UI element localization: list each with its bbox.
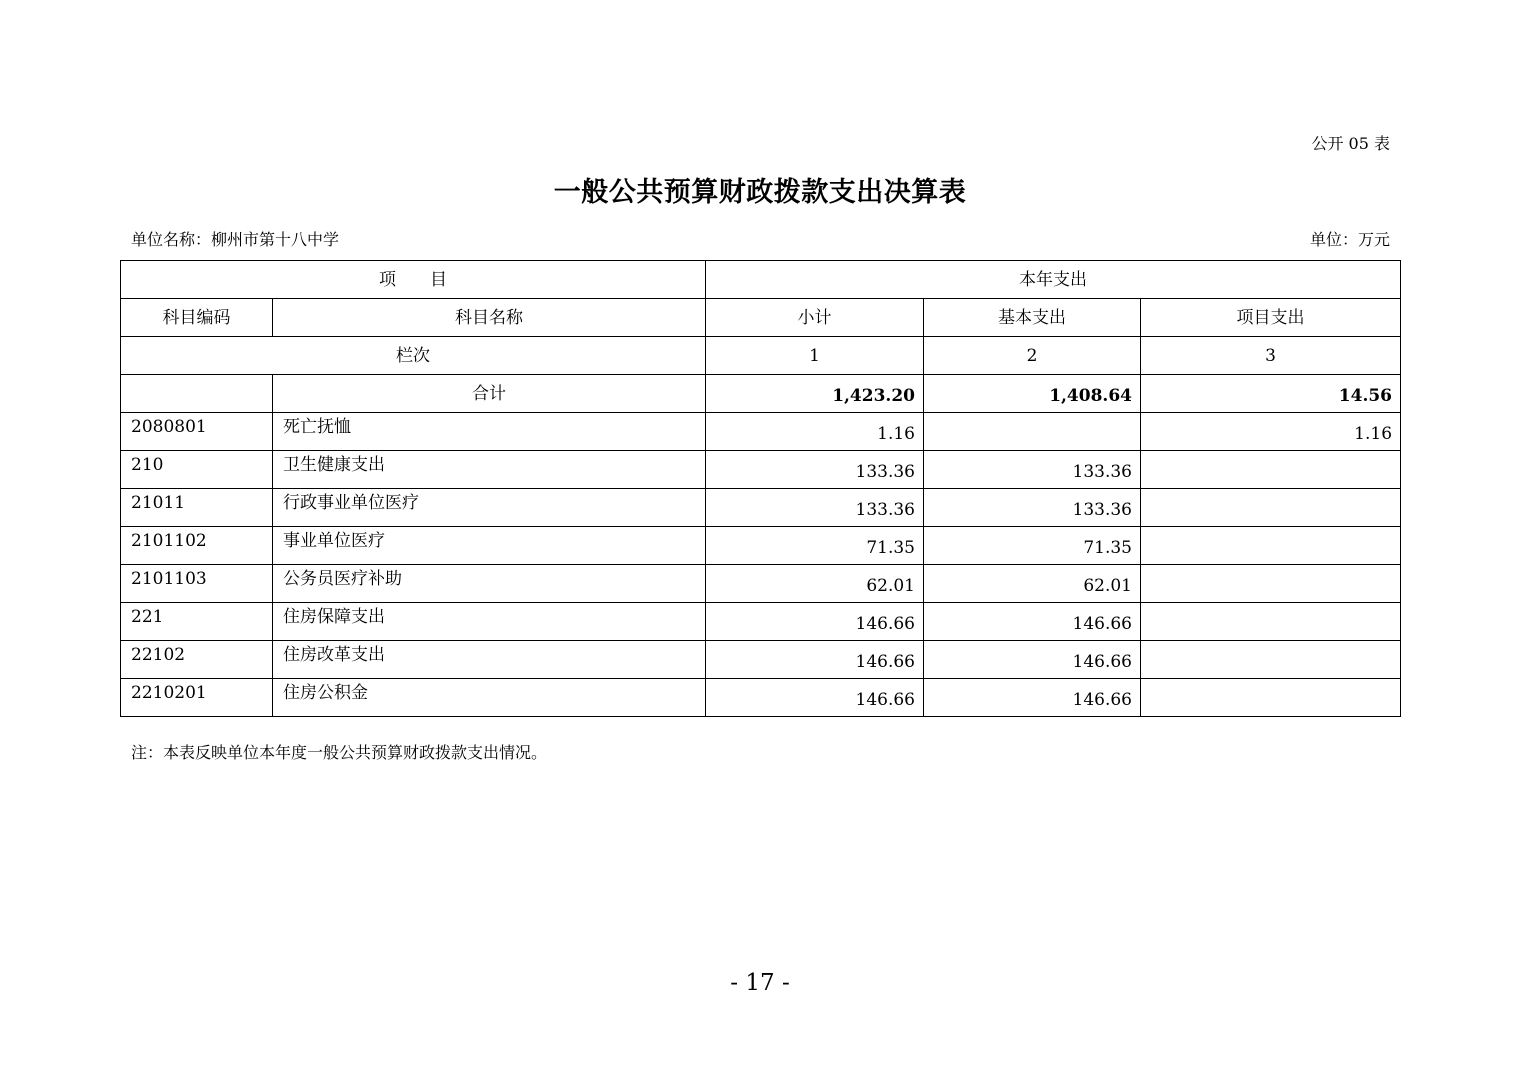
row-project <box>1141 603 1401 641</box>
header-subtotal: 小计 <box>706 299 924 337</box>
row-name: 住房公积金 <box>273 679 706 717</box>
header-subject-code: 科目编码 <box>121 299 273 337</box>
table-row <box>121 413 1401 451</box>
row-subtotal: 146.66 <box>706 679 924 717</box>
total-row <box>121 375 1401 413</box>
row-name: 住房保障支出 <box>273 603 706 641</box>
unit-name-label: 单位名称： <box>131 230 212 249</box>
row-name: 事业单位医疗 <box>273 527 706 565</box>
total-label: 合计 <box>273 375 706 413</box>
column-index-2: 2 <box>924 337 1141 375</box>
row-name: 卫生健康支出 <box>273 451 706 489</box>
row-code: 2080801 <box>121 413 273 451</box>
column-index-1: 1 <box>706 337 924 375</box>
header-annual-expenditure: 本年支出 <box>706 261 1401 299</box>
row-project <box>1141 527 1401 565</box>
unit-of-measure-value: 万元 <box>1357 230 1390 249</box>
total-basic: 1,408.64 <box>924 375 1141 413</box>
row-code: 2101103 <box>121 565 273 603</box>
unit-of-measure <box>1310 229 1390 251</box>
row-name: 住房改革支出 <box>273 641 706 679</box>
row-subtotal: 133.36 <box>706 451 924 489</box>
total-code <box>121 375 273 413</box>
table-row <box>121 679 1401 717</box>
unit-name-value: 柳州市第十八中学 <box>211 230 340 249</box>
row-basic: 62.01 <box>924 565 1141 603</box>
row-code: 221 <box>121 603 273 641</box>
row-basic: 133.36 <box>924 489 1141 527</box>
row-basic: 133.36 <box>924 451 1141 489</box>
row-code: 22102 <box>121 641 273 679</box>
table-row <box>121 451 1401 489</box>
row-basic: 71.35 <box>924 527 1141 565</box>
row-name: 死亡抚恤 <box>273 413 706 451</box>
row-code: 2210201 <box>121 679 273 717</box>
header-basic-expenditure: 基本支出 <box>924 299 1141 337</box>
header-project: 项 目 <box>121 261 706 299</box>
row-project <box>1141 641 1401 679</box>
total-project: 14.56 <box>1141 375 1401 413</box>
unit-name <box>131 229 339 251</box>
row-code: 2101102 <box>121 527 273 565</box>
header-subject-name: 科目名称 <box>273 299 706 337</box>
row-name: 行政事业单位医疗 <box>273 489 706 527</box>
total-subtotal: 1,423.20 <box>706 375 924 413</box>
row-subtotal: 133.36 <box>706 489 924 527</box>
document-title: 一般公共预算财政拨款支出决算表 <box>553 177 967 208</box>
header-row-1 <box>121 261 1401 299</box>
table-row <box>121 565 1401 603</box>
table-row <box>121 641 1401 679</box>
row-name: 公务员医疗补助 <box>273 565 706 603</box>
row-basic <box>924 413 1141 451</box>
row-basic: 146.66 <box>924 679 1141 717</box>
row-project <box>1141 565 1401 603</box>
row-basic: 146.66 <box>924 603 1141 641</box>
column-index-row <box>121 337 1401 375</box>
row-project: 1.16 <box>1141 413 1401 451</box>
column-index-3: 3 <box>1141 337 1401 375</box>
table-row <box>121 489 1401 527</box>
row-subtotal: 1.16 <box>706 413 924 451</box>
row-basic: 146.66 <box>924 641 1141 679</box>
unit-of-measure-label: 单位： <box>1309 230 1358 249</box>
table-row <box>121 527 1401 565</box>
row-subtotal: 71.35 <box>706 527 924 565</box>
column-index-label: 栏次 <box>121 337 706 375</box>
header-row-2 <box>121 299 1401 337</box>
expenditure-table <box>120 260 1401 717</box>
row-subtotal: 62.01 <box>706 565 924 603</box>
table-note: 注：本表反映单位本年度一般公共预算财政拨款支出情况。 <box>131 743 548 762</box>
form-code: 公开 05 表 <box>1311 134 1390 153</box>
row-project <box>1141 451 1401 489</box>
page-number: - 17 - <box>730 970 790 996</box>
row-subtotal: 146.66 <box>706 603 924 641</box>
row-project <box>1141 489 1401 527</box>
row-code: 210 <box>121 451 273 489</box>
row-code: 21011 <box>121 489 273 527</box>
row-project <box>1141 679 1401 717</box>
header-project-expenditure: 项目支出 <box>1141 299 1401 337</box>
row-subtotal: 146.66 <box>706 641 924 679</box>
table-row <box>121 603 1401 641</box>
